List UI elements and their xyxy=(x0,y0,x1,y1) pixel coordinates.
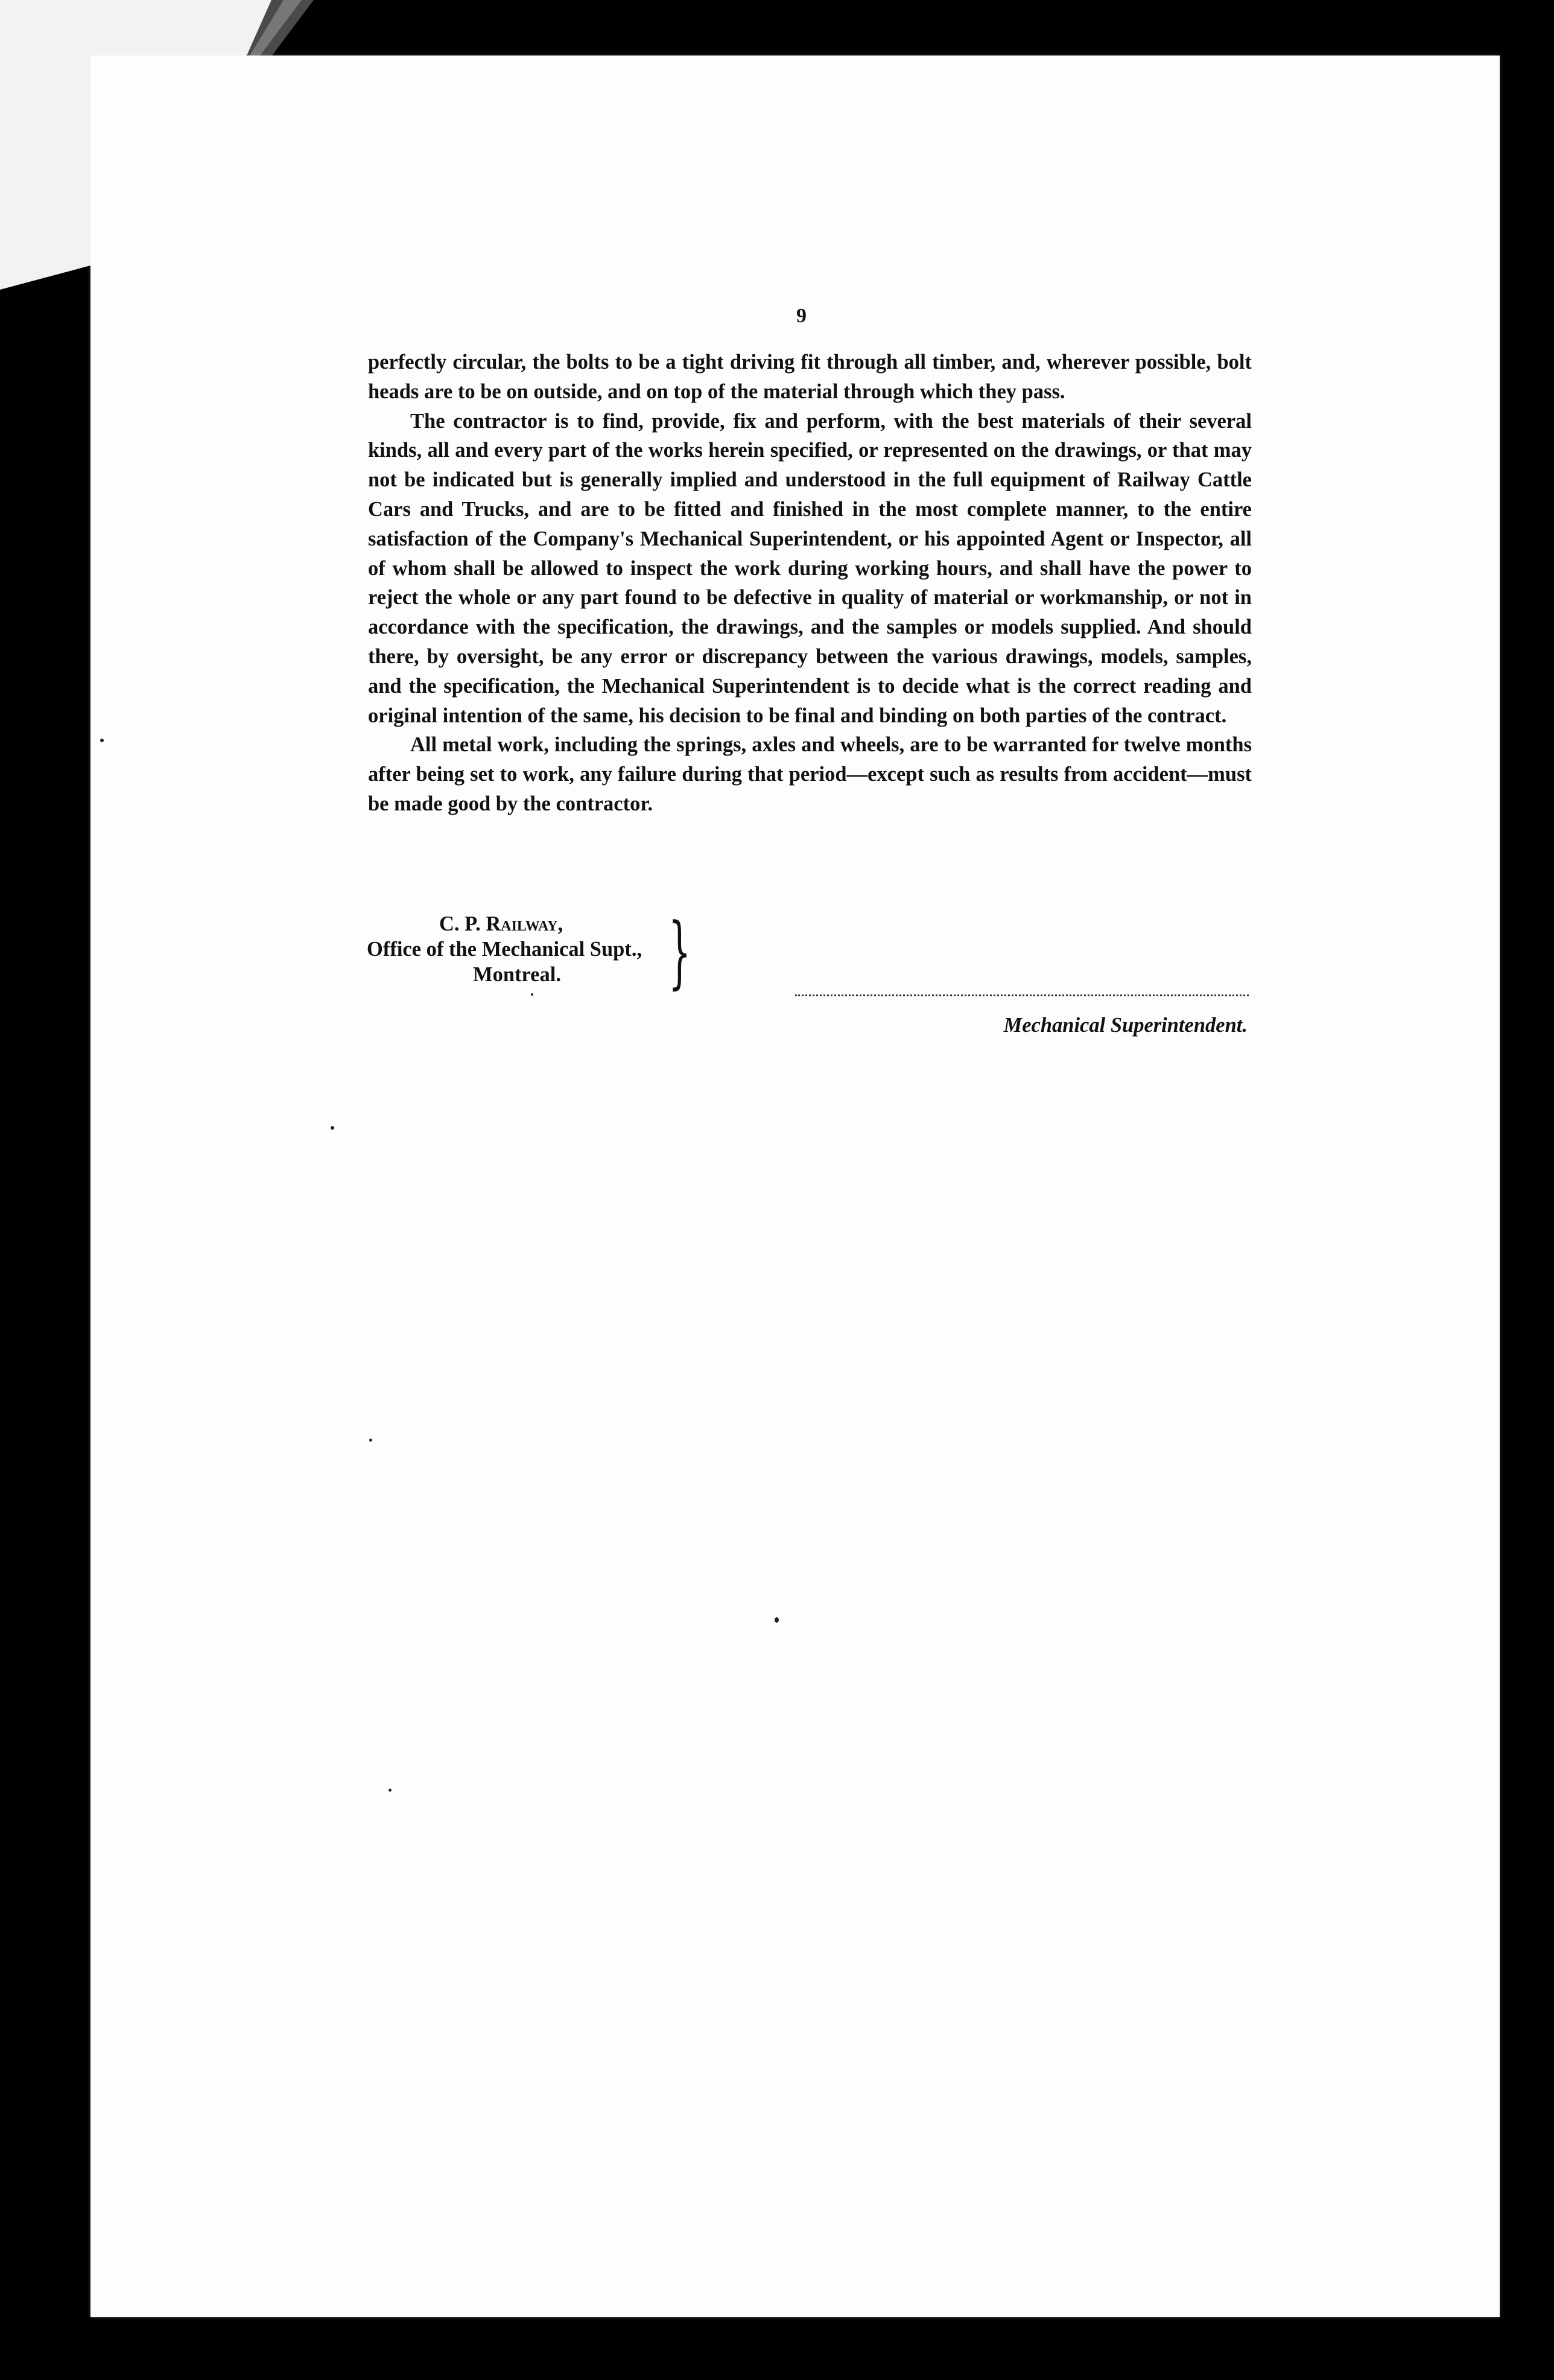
signature-title: Mechanical Superintendent. xyxy=(1003,1014,1248,1037)
scan-speck xyxy=(531,993,533,996)
scan-speck xyxy=(331,1126,334,1130)
paragraph-3: All metal work, including the springs, axles and wheels, are to be warranted for twelve months after being set to work, any failure during that period—except such as results from accident—must be made good by the contractor. xyxy=(368,733,1252,815)
office-name: Office of the Mechanical Supt., xyxy=(367,938,642,961)
signature-line xyxy=(795,994,1249,996)
office-address-block xyxy=(367,911,680,987)
city-name: Montreal. xyxy=(473,963,561,986)
scan-speck xyxy=(388,1789,392,1792)
scan-speck xyxy=(100,739,104,742)
body-text xyxy=(368,348,1252,819)
curly-brace: } xyxy=(668,906,691,998)
paragraph-1: perfectly circular, the bolts to be a tight driving fit through all timber, and, wherever possible, bolt heads are to be on outside, and on top of the material through which they pass. xyxy=(368,351,1252,403)
scan-speck xyxy=(369,1439,372,1442)
railway-name: C. P. Railway, xyxy=(439,912,563,935)
scan-speck xyxy=(775,1617,779,1623)
page-number: 9 xyxy=(796,305,807,327)
paragraph-2: The contractor is to find, provide, fix and perform, with the best materials of their several kinds, all and every part of the works herein specified, or represented on the drawings, or that may not be indicated but is generally implied and understood in the full equipment of Railway Cattle Cars and Trucks, and are to be fitted and finished in the most complete manner, to the entire satisfaction of the Company's Mechanical Superintendent, or his appointed Agent or Inspector, all of whom shall be allowed to inspect the work during working hours, and shall have the power to reject the whole or any part found to be defective in quality of material or workmanship, or not in accordance with the specification, the drawings, and the samples or models supplied. And should there, by oversight, be any error or discrepancy between the various drawings, models, samples, and the specification, the Mechanical Superintendent is to decide what is the correct reading and original intention of the same, his decision to be final and binding on both parties of the contract. xyxy=(368,409,1252,727)
